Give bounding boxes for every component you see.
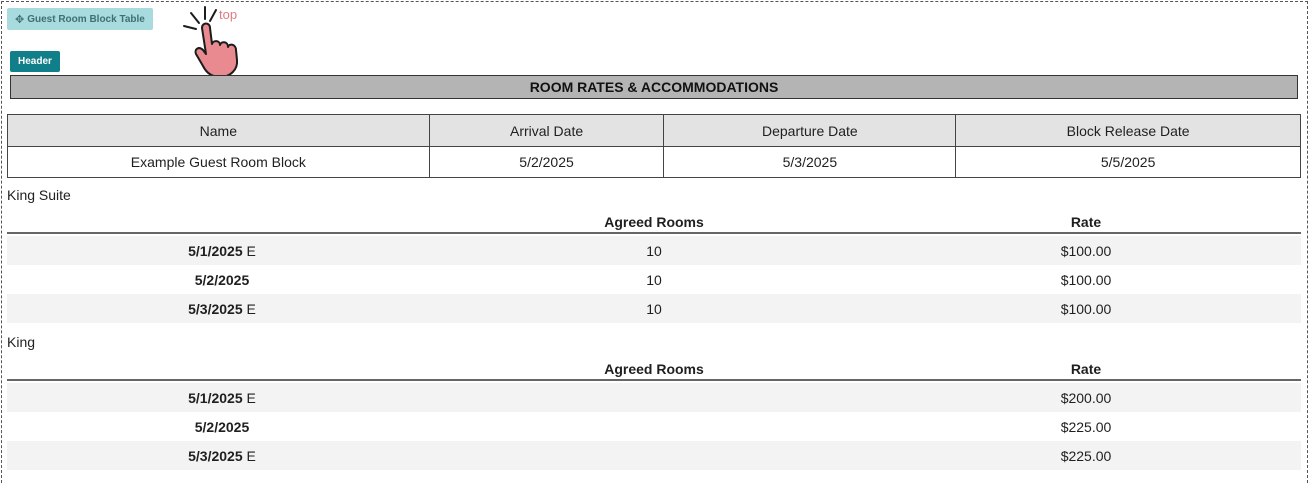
rate-row bbox=[7, 236, 1301, 265]
night-date: 5/1/2025 E bbox=[188, 390, 256, 406]
agreed-rooms-header: Agreed Rooms bbox=[604, 214, 704, 230]
block-tag-label: Guest Room Block Table bbox=[27, 13, 145, 25]
section-title-bar bbox=[10, 75, 1298, 99]
agreed-rooms-value: 10 bbox=[646, 272, 662, 288]
agreed-rooms-header: Agreed Rooms bbox=[604, 361, 704, 377]
rate-value: $100.00 bbox=[1060, 301, 1112, 317]
rate-row bbox=[7, 412, 1301, 441]
agreed-rooms-value: 10 bbox=[646, 301, 662, 317]
departure-date-cell: 5/3/2025 bbox=[664, 147, 956, 178]
release-date-cell: 5/5/2025 bbox=[956, 147, 1301, 178]
agreed-rooms-value: 10 bbox=[646, 243, 662, 259]
rate-value: $100.00 bbox=[1060, 272, 1112, 288]
rate-value: $100.00 bbox=[1060, 243, 1112, 259]
rate-value: $225.00 bbox=[1060, 419, 1112, 435]
rate-table-header bbox=[7, 357, 1301, 381]
pointer-hand-icon bbox=[176, 4, 256, 80]
rate-row bbox=[7, 265, 1301, 294]
column-header-departure: Departure Date bbox=[664, 115, 956, 147]
room-type-label: King bbox=[7, 334, 36, 350]
table-row bbox=[8, 147, 1301, 178]
block-name-cell: Example Guest Room Block bbox=[8, 147, 430, 178]
rate-header: Rate bbox=[1070, 361, 1102, 377]
table-header-row bbox=[8, 115, 1301, 147]
header-badge[interactable]: Header bbox=[10, 51, 60, 72]
column-header-arrival: Arrival Date bbox=[429, 115, 664, 147]
section-title: ROOM RATES & ACCOMMODATIONS bbox=[529, 79, 779, 95]
cursor-position-label: top bbox=[219, 7, 238, 22]
night-date: 5/3/2025 E bbox=[188, 301, 256, 317]
rate-row bbox=[7, 294, 1301, 323]
night-date: 5/2/2025 bbox=[194, 272, 250, 288]
rate-value: $200.00 bbox=[1060, 390, 1112, 406]
rate-row bbox=[7, 441, 1301, 470]
night-date: 5/2/2025 bbox=[194, 419, 250, 435]
room-type-label: King Suite bbox=[7, 187, 71, 203]
guest-room-block-tag[interactable] bbox=[7, 8, 153, 30]
column-header-release: Block Release Date bbox=[956, 115, 1301, 147]
rate-value: $225.00 bbox=[1060, 448, 1112, 464]
move-icon[interactable]: ✥ bbox=[15, 13, 25, 26]
room-block-table bbox=[7, 114, 1301, 178]
night-date: 5/1/2025 E bbox=[188, 243, 256, 259]
column-header-name: Name bbox=[8, 115, 430, 147]
night-date: 5/3/2025 E bbox=[188, 448, 256, 464]
rate-row bbox=[7, 383, 1301, 412]
rate-table-header bbox=[7, 210, 1301, 234]
rate-header: Rate bbox=[1070, 214, 1102, 230]
arrival-date-cell: 5/2/2025 bbox=[429, 147, 664, 178]
